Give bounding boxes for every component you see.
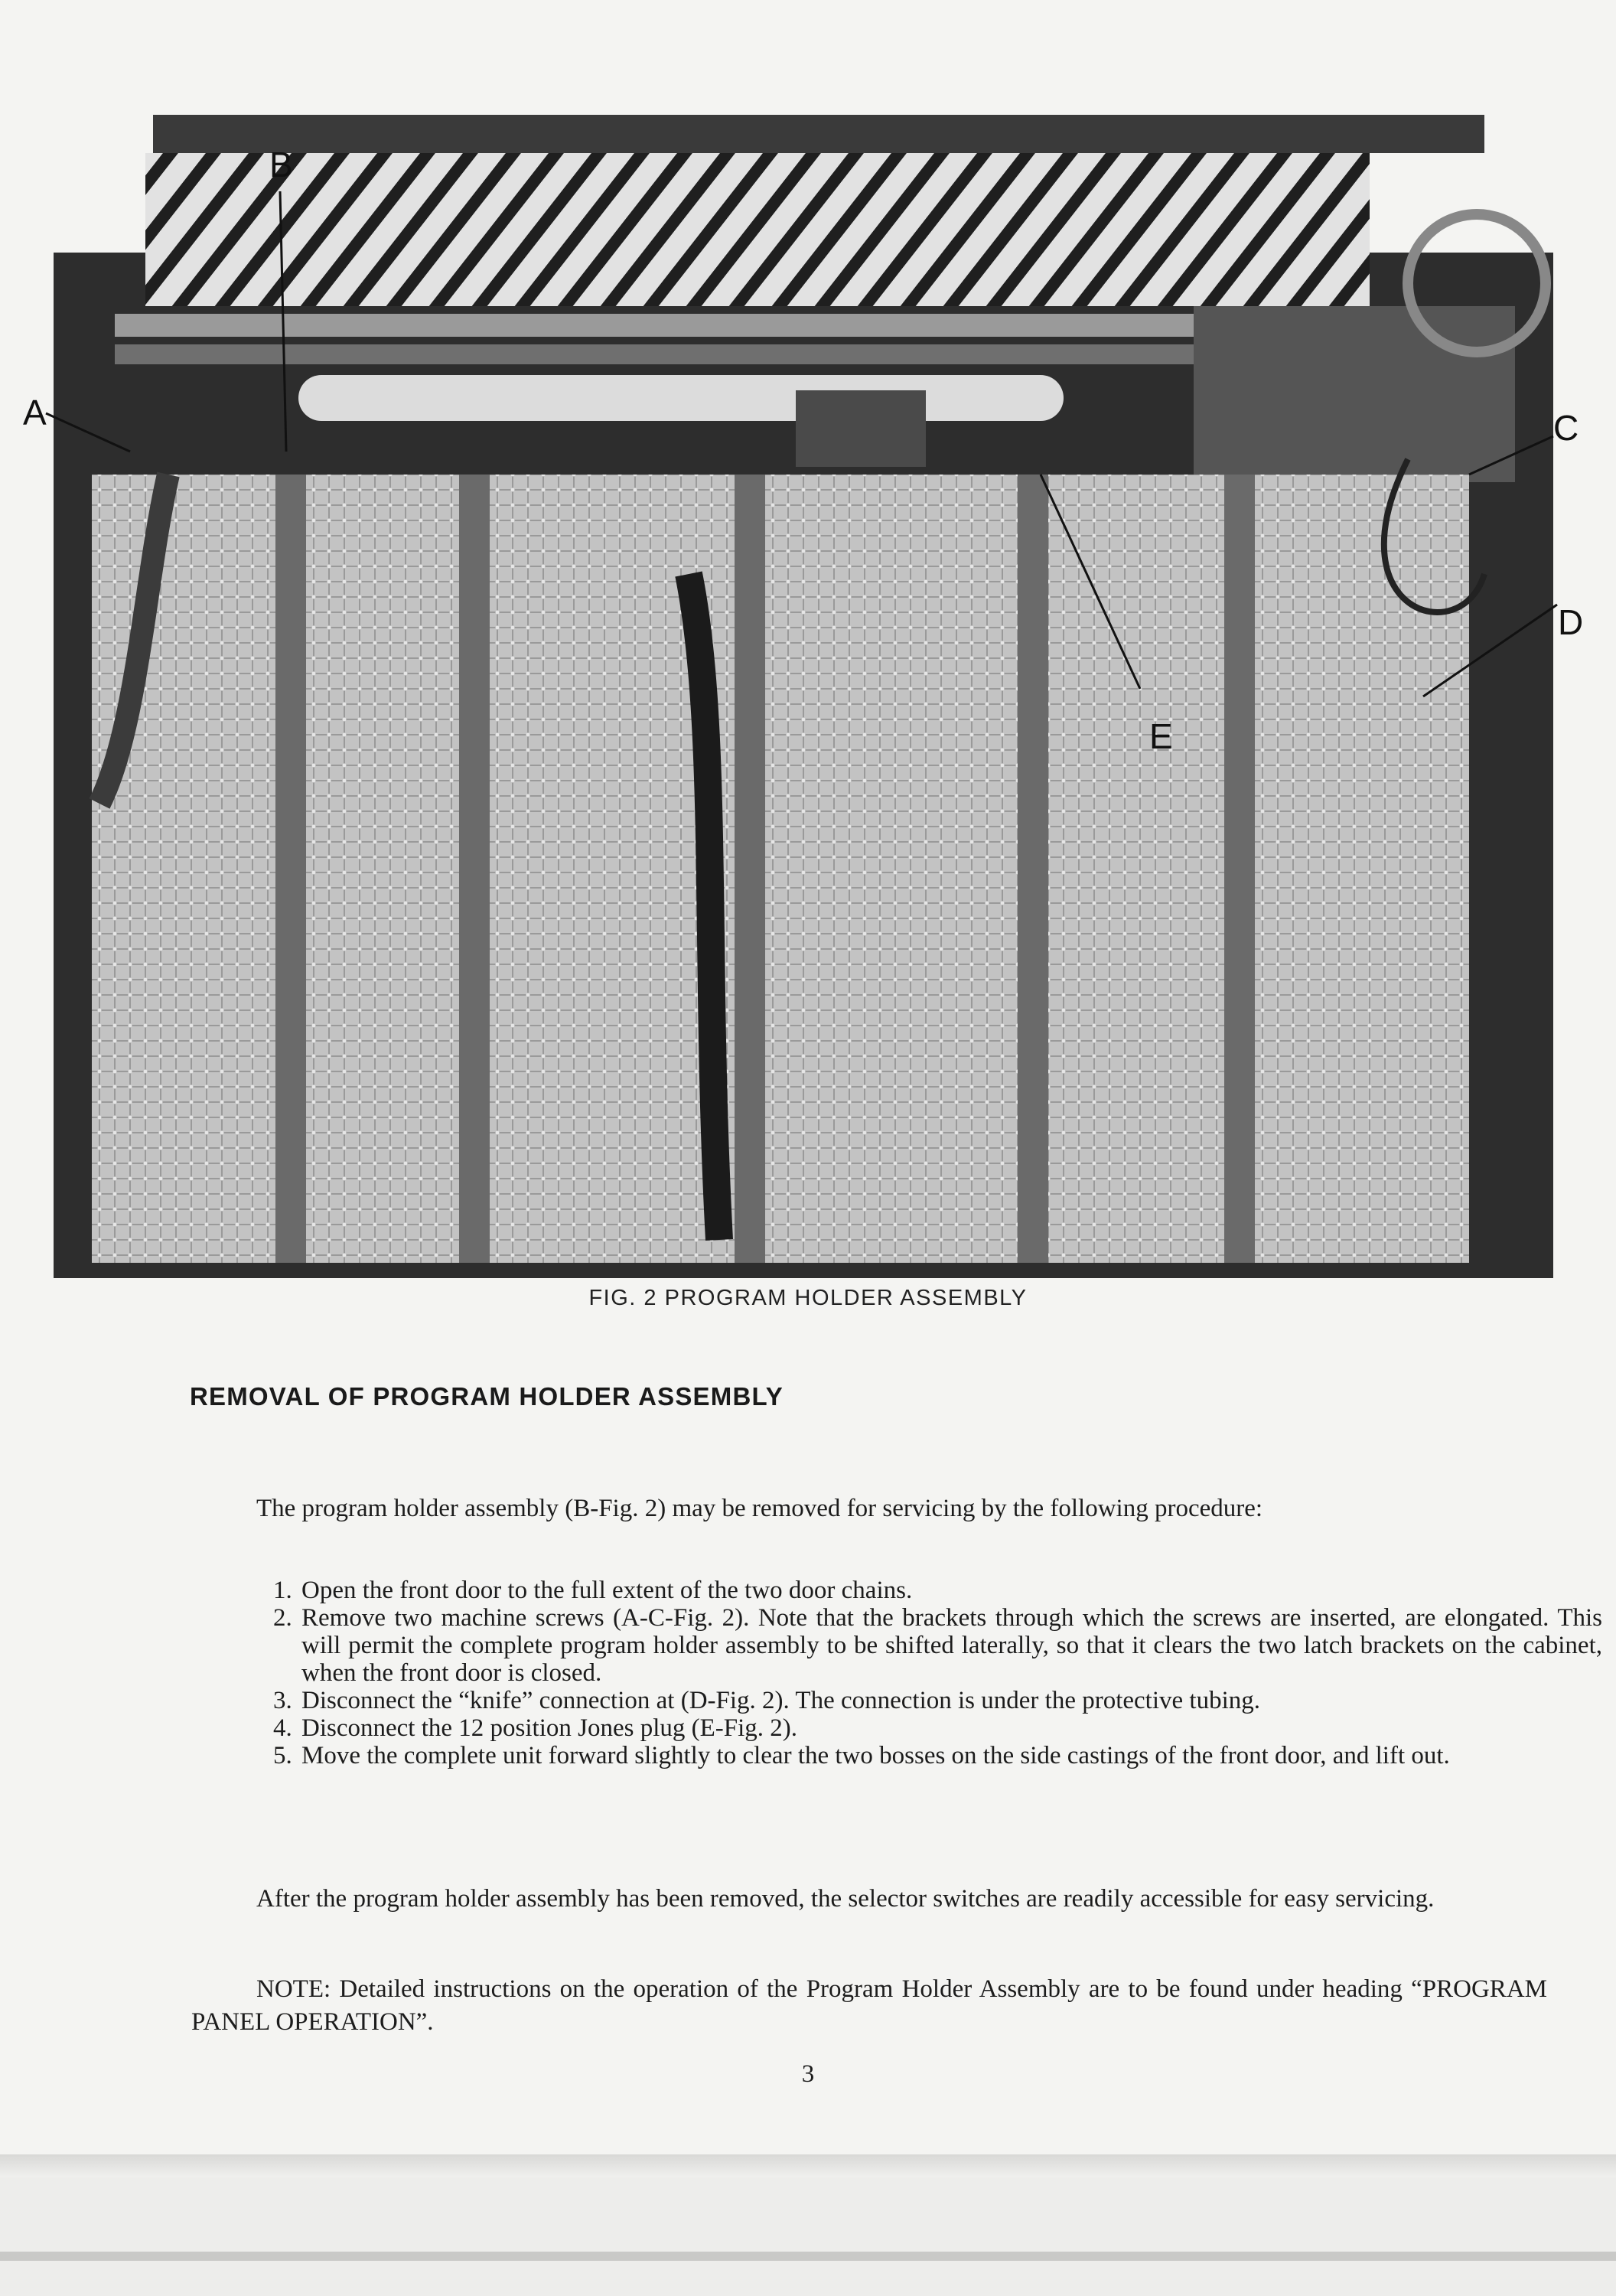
step-1: 1. Open the front door to the full extent of the two door chains. [298,1577,1602,1604]
underlying-sheet [0,2177,1616,2296]
top-rail [153,115,1484,153]
selector-mechanism [1194,306,1515,482]
page-fold-shadow [0,2154,1616,2177]
panel-post [1018,475,1048,1263]
step-3: 3. Disconnect the “knife” connection at (D-Fig. 2). The connection is under the protective tubing. [298,1687,1602,1714]
panel-post [1224,475,1255,1263]
panel-post [735,475,765,1263]
step-2: 2. Remove two machine screws (A-C-Fig. 2). Note that the brackets through which the screws are inserted, are elongated. This will permit the complete program holder assembly to be shifted laterally, so that it clears the two latch brackets on the cabinet, when the front door is closed. [298,1604,1602,1687]
page-number: 3 [801,2060,815,2088]
underlying-sheet-edge [0,2252,1616,2261]
note-paragraph: NOTE: Detailed instructions on the operation of the Program Holder Assembly are to be found under heading “PROGRAM PANEL OPERATION”. [191,1975,1547,2036]
program-slots [145,153,1370,306]
panel-post [275,475,306,1263]
figure-caption: FIG. 2 PROGRAM HOLDER ASSEMBLY [588,1286,1028,1310]
roller [298,375,1064,421]
section-heading: REMOVAL OF PROGRAM HOLDER ASSEMBLY [190,1382,784,1411]
callout-d: D [1558,602,1584,642]
intro-paragraph: The program holder assembly (B-Fig. 2) may be removed for servicing by the following procedure: [256,1495,1263,1522]
after-paragraph: After the program holder assembly has been removed, the selector switches are readily accessible for easy servicing. [256,1885,1435,1913]
procedure-steps [243,1577,1602,1769]
step-4: 4. Disconnect the 12 position Jones plug (E-Fig. 2). [298,1714,1602,1742]
callout-a: A [23,393,47,432]
transformer [796,390,926,467]
program-holder-photo [31,115,1576,1301]
callout-c: C [1553,408,1579,448]
callout-b: B [269,145,293,184]
program-holder-illustration [31,115,1576,1301]
panel-post [459,475,490,1263]
step-5: 5. Move the complete unit forward slightly to clear the two bosses on the side castings of the front door, and lift out. [298,1742,1602,1769]
callout-e: E [1149,716,1173,756]
